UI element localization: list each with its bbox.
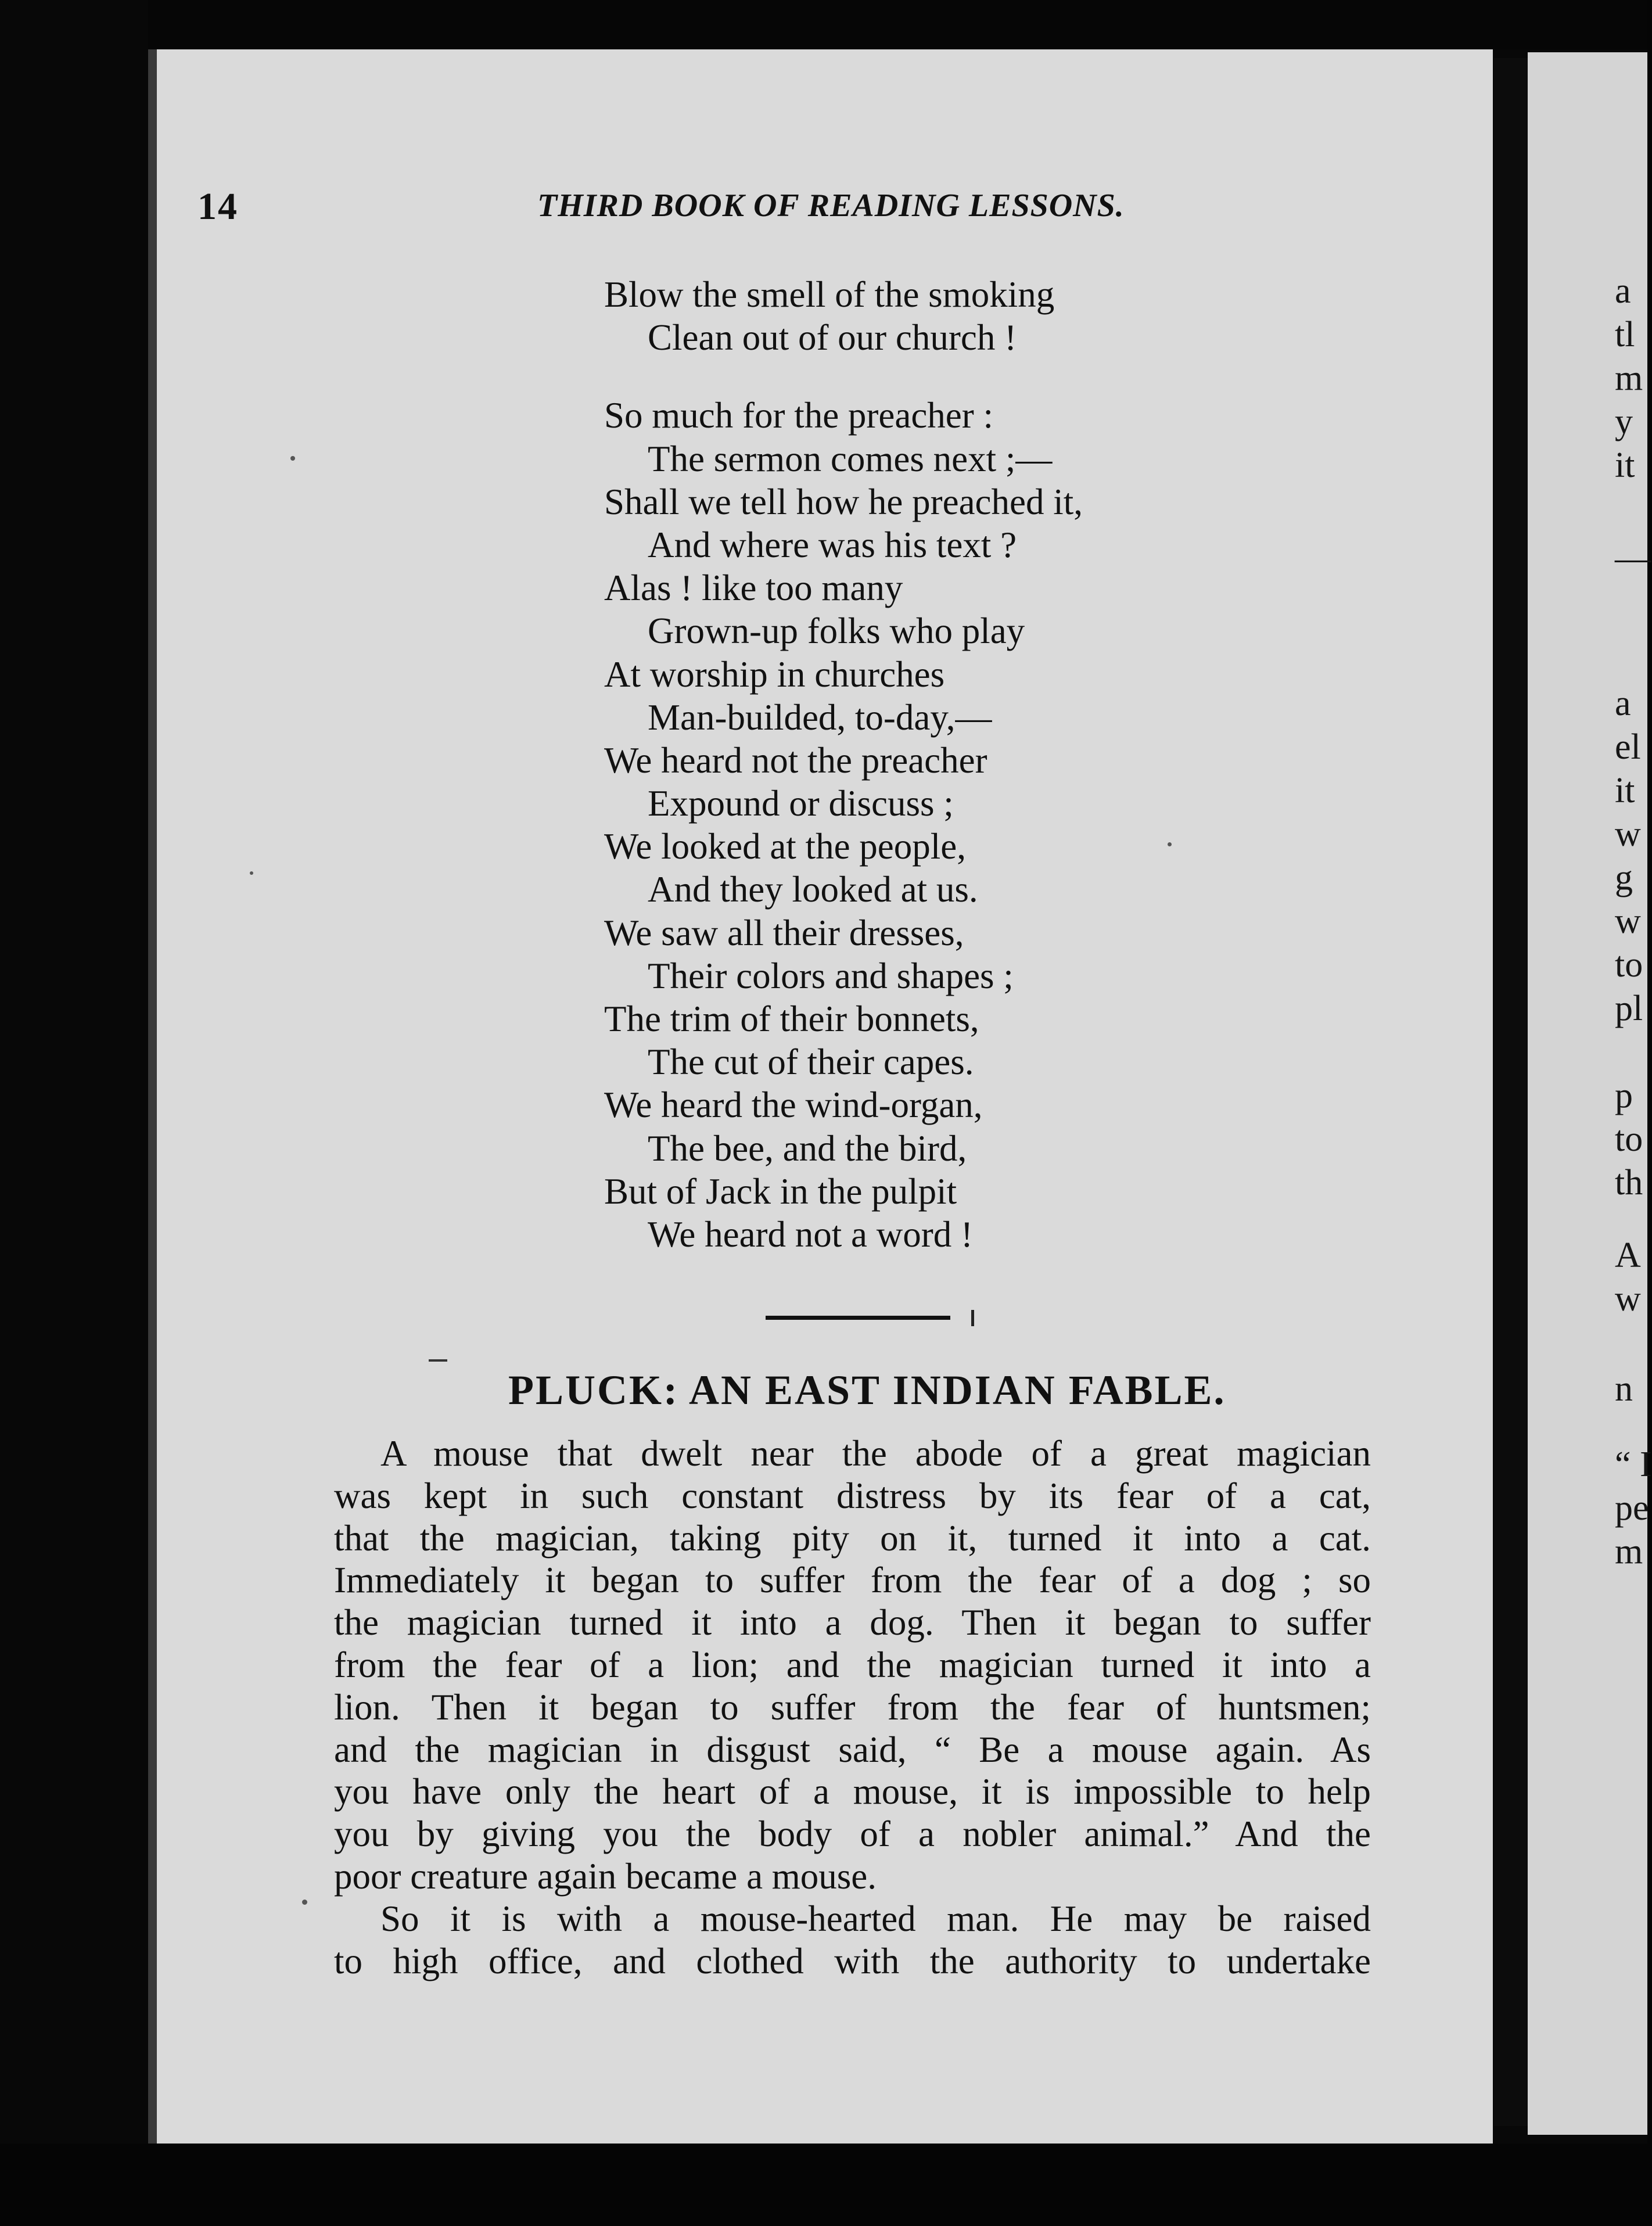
prose-line: lion. Then it began to suffer from the fear of huntsmen; [334, 1686, 1371, 1728]
poem-line: The trim of their bonnets, [604, 999, 979, 1039]
stanza-break [604, 359, 1243, 394]
facing-page-text: A [1615, 1236, 1641, 1275]
poem-line: Their colors and shapes ; [648, 955, 1014, 996]
margin-dash [429, 1359, 447, 1362]
facing-page-text: to [1615, 1119, 1643, 1159]
facing-page-text: w [1615, 1279, 1641, 1319]
facing-page-text: a [1615, 684, 1631, 723]
poem-line: We looked at the people, [604, 826, 966, 867]
poem-line: The cut of their capes. [648, 1042, 974, 1083]
poem-line: Expound or discuss ; [648, 783, 954, 824]
poem-line: Blow the smell of the smoking [604, 274, 1055, 315]
poem-line: So much for the preacher : [604, 395, 993, 436]
poem-line: Alas ! like too many [604, 568, 903, 609]
fable-text [334, 1432, 1371, 1982]
prose-line: that the magician, taking pity on it, turned it into a cat. [334, 1517, 1371, 1559]
facing-page-text: m [1615, 1532, 1643, 1571]
facing-page-text: m [1615, 358, 1643, 398]
poem-line: We heard not a word ! [648, 1213, 973, 1255]
scan-bottom-border [0, 2144, 1647, 2226]
facing-page-text: it [1615, 771, 1635, 810]
facing-page-fragment [1528, 52, 1652, 2135]
facing-page-text: pe [1615, 1488, 1649, 1528]
running-head: THIRD BOOK OF READING LESSONS. [537, 188, 1125, 224]
page-number: 14 [197, 185, 238, 228]
print-speck [250, 871, 253, 875]
poem-line: The sermon comes next ;— [648, 438, 1053, 479]
prose-line: you by giving you the body of a nobler animal.” And the [334, 1814, 1371, 1855]
poem-line: The bee, and the bird, [648, 1128, 967, 1169]
facing-page-text: to [1615, 945, 1643, 985]
facing-page-text: pl [1615, 989, 1643, 1028]
section-divider [766, 1316, 950, 1320]
facing-page-text: tl [1615, 315, 1635, 354]
prose-line: you have only the heart of a mouse, it is impossible to help [334, 1771, 1371, 1812]
poem-line: Shall we tell how he preached it, [604, 481, 1083, 522]
divider-mark [971, 1310, 974, 1326]
facing-page-text: g [1615, 858, 1633, 897]
book-gutter [1494, 58, 1528, 2126]
prose-line: So it is with a mouse-hearted man. He may be raised [380, 1898, 1371, 1939]
facing-page-text: el [1615, 727, 1641, 767]
poem-line: We heard not the preacher [604, 739, 987, 781]
facing-page-text: y [1615, 402, 1633, 441]
poem-line: And they looked at us. [648, 869, 978, 910]
page-header [197, 185, 1231, 231]
poem-line: But of Jack in the pulpit [604, 1171, 957, 1212]
print-speck [290, 456, 295, 461]
prose-line: Immediately it began to suffer from the fear of a dog ; so [334, 1560, 1371, 1601]
facing-page-text: th [1615, 1163, 1643, 1202]
print-speck [302, 1900, 307, 1905]
prose-line: A mouse that dwelt near the abode of a great magician [380, 1433, 1371, 1474]
poem-line: Clean out of our church ! [648, 317, 1017, 358]
facing-page-text: w [1615, 902, 1641, 941]
poem [604, 273, 1243, 1256]
prose-line: the magician turned it into a dog. Then it began to suffer [334, 1602, 1371, 1643]
facing-page-text: — [1615, 538, 1651, 578]
facing-page-text: n [1615, 1369, 1633, 1409]
print-speck [1168, 842, 1172, 846]
poem-line: And where was his text ? [648, 524, 1017, 565]
prose-line: and the magician in disgust said, “ Be a mouse again. As [334, 1729, 1371, 1770]
section-title: PLUCK: AN EAST INDIAN FABLE. [508, 1367, 1226, 1413]
scan-top-border [148, 0, 1647, 49]
facing-page-text: “ I [1615, 1445, 1652, 1484]
facing-page-text: a [1615, 271, 1631, 311]
poem-line: We saw all their dresses, [604, 912, 964, 953]
poem-line: At worship in churches [604, 654, 945, 695]
facing-page-text: w [1615, 814, 1641, 854]
poem-line: Grown-up folks who play [648, 611, 1025, 652]
poem-line: Man-builded, to-day,— [648, 696, 992, 738]
facing-page-text: it [1615, 446, 1635, 485]
prose-line: from the fear of a lion; and the magician turned it into a [334, 1644, 1371, 1685]
prose-line: poor creature again became a mouse. [334, 1855, 877, 1897]
prose-line: was kept in such constant distress by its fear of a cat, [334, 1475, 1371, 1516]
poem-line: We heard the wind-organ, [604, 1085, 983, 1126]
facing-page-text: p [1615, 1076, 1633, 1115]
prose-line: to high office, and clothed with the authority to undertake [334, 1940, 1371, 1981]
